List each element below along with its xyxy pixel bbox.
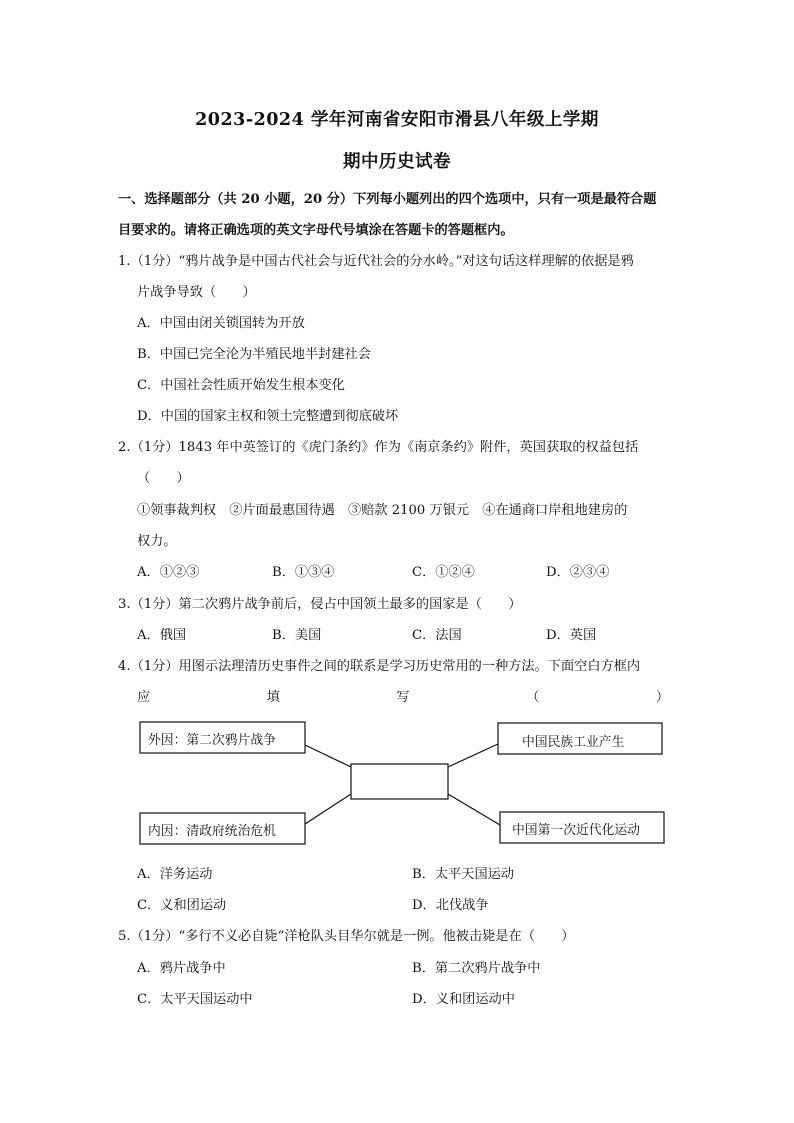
diagram-box-center-blank xyxy=(351,764,448,799)
exam-subtitle: 期中历史试卷 xyxy=(343,152,451,172)
q4-stem-word: ） xyxy=(655,690,669,705)
q2-option-b: B．①③④ xyxy=(272,565,335,580)
q1-option-d: D．中国的国家主权和领土完整遭到彻底破坏 xyxy=(137,409,399,424)
q2-option-d: D．②③④ xyxy=(546,565,610,580)
diagram-label-top-right: 中国民族工业产生 xyxy=(522,735,625,750)
q4-stem-word: 写 xyxy=(396,690,410,705)
q2-option-c: C．①②④ xyxy=(412,565,475,580)
section-instructions-line2: 目要求的。请将正确选项的英文字母代号填涂在答题卡的答题框内。 xyxy=(118,223,514,238)
q3-option-a: A．俄国 xyxy=(137,628,187,643)
q5-option-c: C．太平天国运动中 xyxy=(137,992,253,1007)
diagram-label-bottom-right: 中国第一次近代化运动 xyxy=(512,823,640,838)
q3-option-c: C．法国 xyxy=(412,628,462,643)
q4-option-c: C．义和团运动 xyxy=(137,898,227,913)
q3-option-d: D．英国 xyxy=(546,628,597,643)
q5-stem: 5.（1分）“多行不义必自毙”洋枪队头目华尔就是一例。他被击毙是在（ ） xyxy=(118,929,575,944)
exam-title: 2023-2024 学年河南省安阳市滑县八年级上学期 xyxy=(195,110,599,130)
q2-items-line2: 权力。 xyxy=(137,534,177,549)
q4-stem-word: 应 xyxy=(137,690,151,705)
q5-option-d: D．义和团运动中 xyxy=(412,992,515,1007)
q2-items-line1: ①领事裁判权 ②片面最惠国待遇 ③赔款 2100 万银元 ④在通商口岸租地建房的 xyxy=(137,503,628,518)
q4-stem-word: 填 xyxy=(266,690,280,705)
q1-stem-line2: 片战争导致（ ） xyxy=(137,285,256,300)
diagram-connector xyxy=(448,744,498,767)
q4-stem-line1: 4.（1分）用图示法理清历史事件之间的联系是学习历史常用的一种方法。下面空白方框内 xyxy=(118,659,641,674)
q1-option-b: B．中国已完全沦为半殖民地半封建社会 xyxy=(137,347,371,362)
q2-option-a: A．①②③ xyxy=(137,565,200,580)
q4-option-b: B．太平天国运动 xyxy=(412,867,515,882)
q3-stem: 3.（1分）第二次鸦片战争前后，侵占中国领土最多的国家是（ ） xyxy=(118,597,522,612)
q1-option-a: A．中国由闭关锁国转为开放 xyxy=(137,316,305,331)
section-instructions-line1: 一、选择题部分（共 20 小题，20 分）下列每小题列出的四个选项中，只有一项是最符合题 xyxy=(118,192,657,207)
diagram-connector xyxy=(448,794,500,825)
q4-option-a: A．洋务运动 xyxy=(137,867,213,882)
q3-option-b: B．美国 xyxy=(272,628,322,643)
q1-stem-line1: 1.（1分）“鸦片战争是中国古代社会与近代社会的分水岭。”对这句话这样理解的依据是鸦 xyxy=(118,254,634,269)
q2-stem-line2: （ ） xyxy=(137,471,190,486)
q4-stem-word: （ xyxy=(526,690,540,705)
q1-option-c: C．中国社会性质开始发生根本变化 xyxy=(137,378,345,393)
q2-stem-line1: 2.（1分）1843 年中英签订的《虎门条约》作为《南京条约》附件，英国获取的权益包括 xyxy=(118,440,639,455)
diagram-connector xyxy=(305,794,351,824)
diagram-connector xyxy=(305,745,351,767)
q5-option-b: B．第二次鸦片战争中 xyxy=(412,961,541,976)
diagram-label-bottom-left: 内因：清政府统治危机 xyxy=(148,824,276,839)
q5-option-a: A．鸦片战争中 xyxy=(137,961,226,976)
diagram-label-top-left: 外因：第二次鸦片战争 xyxy=(148,733,276,748)
q4-option-d: D．北伐战争 xyxy=(412,898,489,913)
